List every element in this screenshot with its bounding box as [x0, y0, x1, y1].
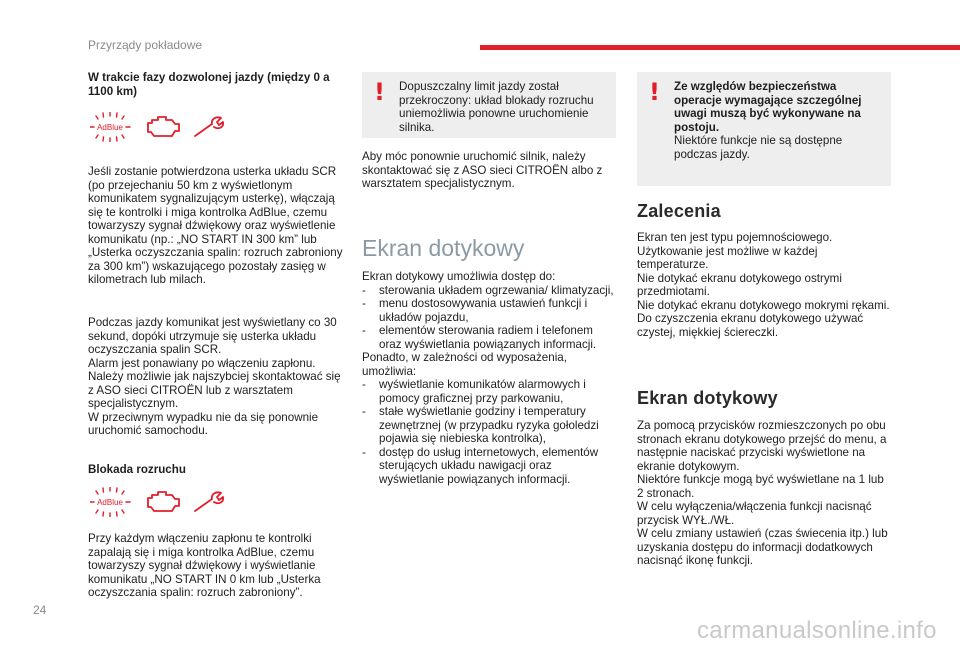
touchscreen-section-title: Ekran dotykowy — [362, 235, 525, 261]
column-1-heading-2 — [88, 463, 338, 477]
list-item: - dostęp do usług internetowych, elementów sterujących układu nawigacji oraz wyświetlanie powiązanych informacji. — [362, 446, 618, 487]
adblue-warning-icon — [90, 487, 134, 517]
touchscreen-usage-text: Za pomocą przycisków rozmieszczonych po obu stronach ekranu dotykowego przejść do menu, a następnie naciskać przyciski wyświetlone na ekranie dotykowym. Niektóre funkcje mogą być wyświetlane na 1 lub 2 stronach. W celu wyłączenia/włączenia funkcji nacisnąć przycisk WYŁ./WŁ. W celu zmiany ustawień (czas świecenia itp.) lub uzyskania dostępu do informacji dodatkowych nacisnąć ikonę funkcji. — [637, 419, 888, 567]
warning-limit-text: Dopuszczalny limit jazdy został przekroczony: układ blokady rozruchu uniemożliwia ponowne uruchomienie silnika. — [399, 80, 594, 134]
svg-text:AdBlue: AdBlue — [97, 123, 123, 132]
list-item: - stałe wyświetlanie godziny i temperatury zewnętrznej (w przypadku ryzyka gołoledzi pojawia się niebieska kontrolka), — [362, 405, 618, 446]
list-item: - sterowania układem ogrzewania/ klimatyzacji, — [362, 284, 618, 298]
adblue-warning-icon — [90, 112, 134, 142]
column-1 — [88, 71, 338, 98]
touchscreen-title-2: Ekran dotykowy — [637, 388, 778, 408]
warning-box-safety — [637, 72, 891, 186]
touchscreen-body-2 — [637, 419, 891, 568]
touchscreen-access-list — [362, 284, 618, 352]
start-block-heading: Blokada rozruchu — [88, 463, 186, 476]
touchscreen-intro: Ekran dotykowy umożliwia dostęp do: — [362, 270, 556, 283]
watermark: carmanualsonline.info — [697, 617, 937, 644]
column-1-body — [88, 165, 343, 287]
engine-warning-icon — [144, 114, 182, 140]
column-2-body — [362, 150, 616, 191]
wrench-icon — [192, 489, 226, 515]
recommendations-text: Ekran ten jest typu pojemnościowego. Użytkowanie jest możliwe w każdej temperaturze. Nie dotykać ekranu dotykowego ostrymi przedmiotami. Nie dotykać ekranu dotykowego mokrymi rękami. Do czyszczenia ekranu dotykowego używać czystej, miękkiej ściereczki. — [637, 231, 890, 339]
restart-contact-paragraph: Aby móc ponownie uruchomić silnik, należy skontaktować się z ASO sieci CITROËN albo z warsztatem specjalistycznym. — [362, 150, 603, 190]
touchscreen-features-list — [362, 378, 618, 486]
safety-warning-bold: Ze względów bezpieczeństwa operacje wymagające szczególnej uwagi muszą być wykonywane na postoju. — [674, 80, 862, 134]
column-1-body-3 — [88, 532, 343, 600]
message-repeat-paragraph: Podczas jazdy komunikat jest wyświetlany co 30 sekund, dopóki utrzymuje się usterka układu oczyszczania spalin SCR. Alarm jest ponawiany po włączeniu zapłonu. Należy możliwie jak najszybciej skontaktować się z ASO sieci CITROËN lub z warsztatem specjalistycznym. W przeciwnym wypadku nie da się ponownie uruchomić samochodu. — [88, 316, 341, 437]
warning-exclamation-icon: ! — [374, 78, 385, 106]
warning-icons-row-2 — [90, 487, 226, 517]
allowed-driving-heading: W trakcie fazy dozwolonej jazdy (między 0 a 1100 km) — [88, 71, 330, 98]
recommendations-title: Zalecenia — [637, 201, 721, 221]
column-1-body-2 — [88, 316, 343, 438]
header-accent-bar — [480, 45, 960, 50]
column-2-touchscreen — [362, 270, 618, 486]
safety-warning-text: Niektóre funkcje nie są dostępne podczas jazdy. — [674, 134, 843, 161]
warning-exclamation-icon: ! — [649, 78, 660, 106]
list-item: - menu dostosowywania ustawień funkcji i układów pojazdu, — [362, 297, 618, 324]
wrench-icon — [192, 114, 226, 140]
list-item: - elementów sterowania radiem i telefonem oraz wyświetlania powiązanych informacji. — [362, 324, 618, 351]
list-item: - wyświetlanie komunikatów alarmowych i pomocy graficznej przy parkowaniu, — [362, 378, 618, 405]
recommendations-body — [637, 231, 891, 339]
engine-warning-icon — [144, 489, 182, 515]
scr-fault-paragraph: Jeśli zostanie potwierdzona usterka układu SCR (po przejechaniu 50 km z wyświetlonym komunikatem sygnalizującym usterkę), włączają się te kontrolki i miga kontrolka AdBlue, czemu towarzyszy sygnał dźwiękowy oraz wyświetlenie komunikatu (np.: „NO START IN 300 km” lub „Usterka oczyszczania spalin: rozruch zabroniony za 300 km”) wskazującego pozostały zasięg w kilometrach lub milach. — [88, 165, 343, 286]
warning-box-limit — [362, 72, 616, 138]
touchscreen-equipment-text: Ponadto, w zależności od wyposażenia, umożliwia: — [362, 351, 567, 378]
running-header: Przyrządy pokładowe — [88, 38, 203, 52]
start-block-paragraph: Przy każdym włączeniu zapłonu te kontrolki zapalają się i miga kontrolka AdBlue, czemu towarzyszy sygnał dźwiękowy i wyświetlanie komunikatu „NO START IN 0 km lub „Usterka oczyszczania spalin: rozruch zabroniony”. — [88, 532, 321, 599]
page-number: 24 — [33, 603, 47, 617]
svg-text:AdBlue: AdBlue — [97, 498, 123, 507]
warning-icons-row-1 — [90, 112, 226, 142]
